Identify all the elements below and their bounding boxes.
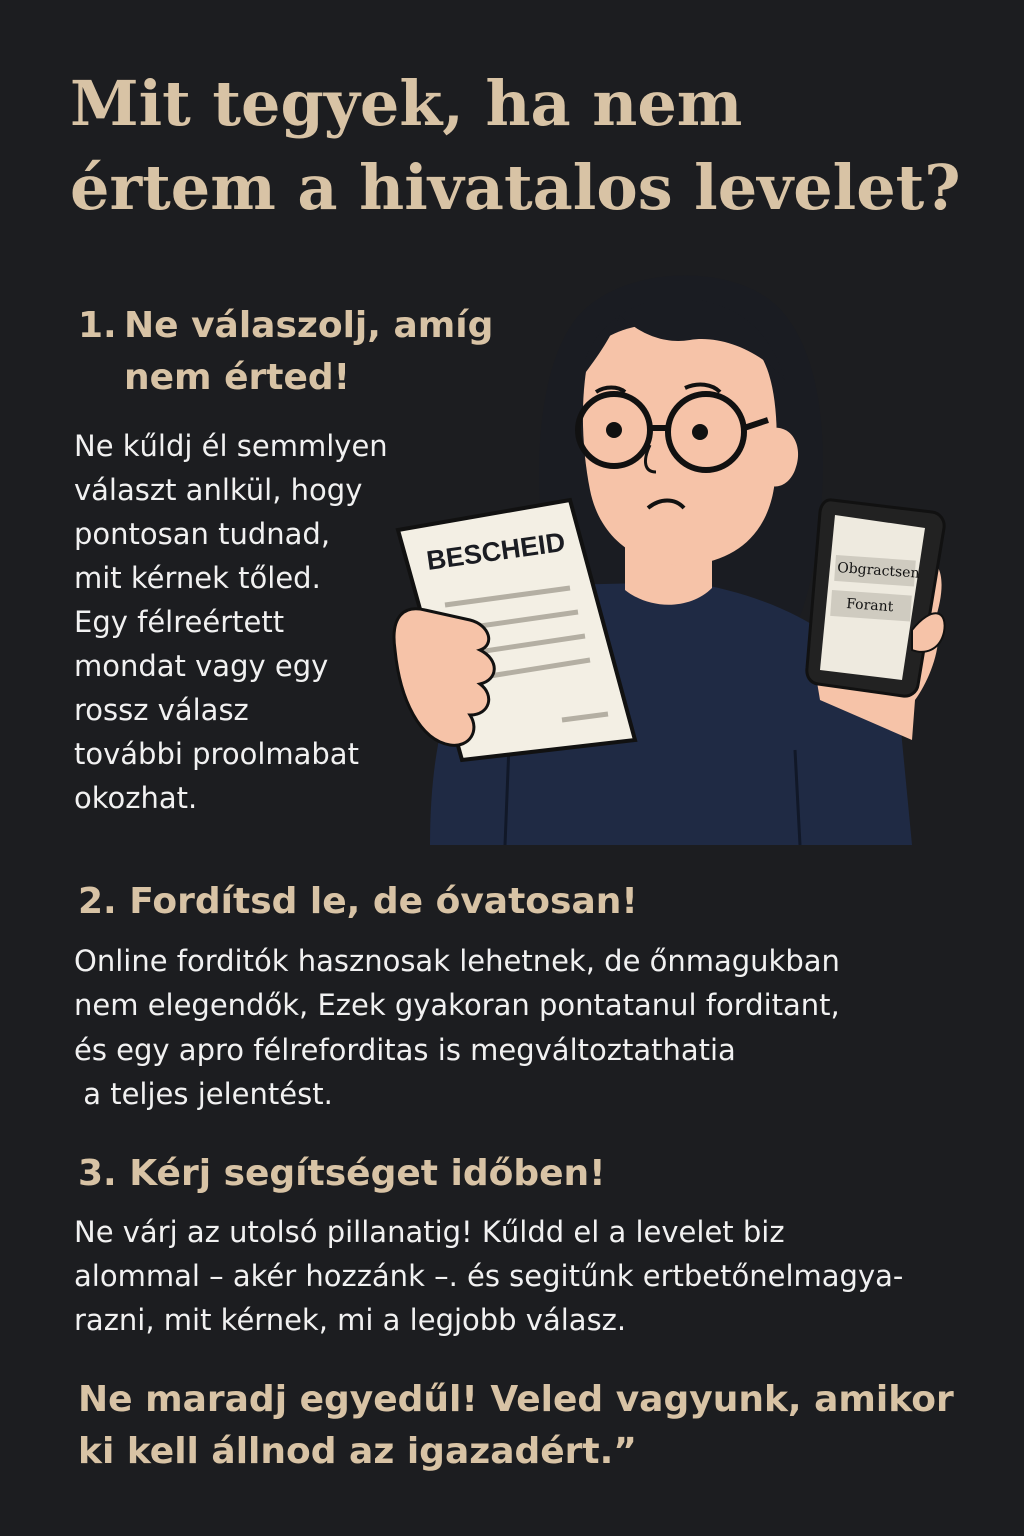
section-2-body-line: Online forditók hasznosak lehetnek, de őnmagukban [74,944,840,978]
section-1-body-line: mondat vagy egy [74,649,329,683]
section-3-body-line: razni, mit kérnek, mi a legjobb válasz. [74,1303,627,1337]
face [583,323,777,565]
section-1-body-line: Ne kűldj él semmlyen [74,429,388,463]
section-1-body-line: további proolmabat [74,737,359,771]
page-title [70,62,990,230]
title-line-1: Mit tegyek, ha nem [70,67,743,140]
section-2-body [74,939,840,1116]
right-eye [692,424,708,440]
section-1-body-line: Egy félreértett [74,605,285,639]
section-3-body-line: Ne várj az utolsó pillanatig! Kűldd el a levelet biz [74,1215,785,1249]
letter-title: BESCHEID [424,526,568,576]
phone-screen-line-1: Obgractsen [836,560,921,582]
closing-line-2: ki kell állnod az igazadért.” [78,1431,637,1472]
section-1-heading-line-1: Ne válaszolj, amíg [124,305,494,346]
section-1-heading-line-2: nem érted! [124,357,351,398]
section-3-heading: 3. Kérj segítséget időben! [78,1153,606,1194]
section-1-body-line: rossz válasz [74,693,249,727]
section-2-body-line: nem elegendők, Ezek gyakoran pontatanul forditant, [74,988,840,1023]
woman-with-letter-illustration [390,255,960,845]
section-2-body-line: a teljes jelentést. [74,1076,333,1111]
phone-screen-line-2: Forant [845,596,894,616]
closing-line-1: Ne maradj egyedűl! Veled vagyunk, amikor [78,1379,954,1420]
section-3-body-line: alommal – akér hozzánk –. és segitűnk ertbetőnelmagya- [74,1259,904,1293]
left-eye [606,422,622,438]
section-1-body-line: okozhat. [74,781,198,815]
section-3-body [74,1210,903,1342]
section-1-number: 1. [78,305,117,346]
section-2-heading: 2. Fordítsd le, de óvatosan! [78,881,638,922]
section-1-body-line: mit kérnek tőled. [74,561,321,595]
section-1-body-line: választ anlkül, hogy [74,473,363,507]
section-2-body-line: és egy apro félreforditas is megváltoztathatia [74,1032,736,1067]
closing-message [78,1374,978,1478]
title-line-2: értem a hivatalos levelet? [70,151,961,224]
section-1-body-line: pontosan tudnad, [74,517,331,551]
section-1-body [74,424,388,820]
